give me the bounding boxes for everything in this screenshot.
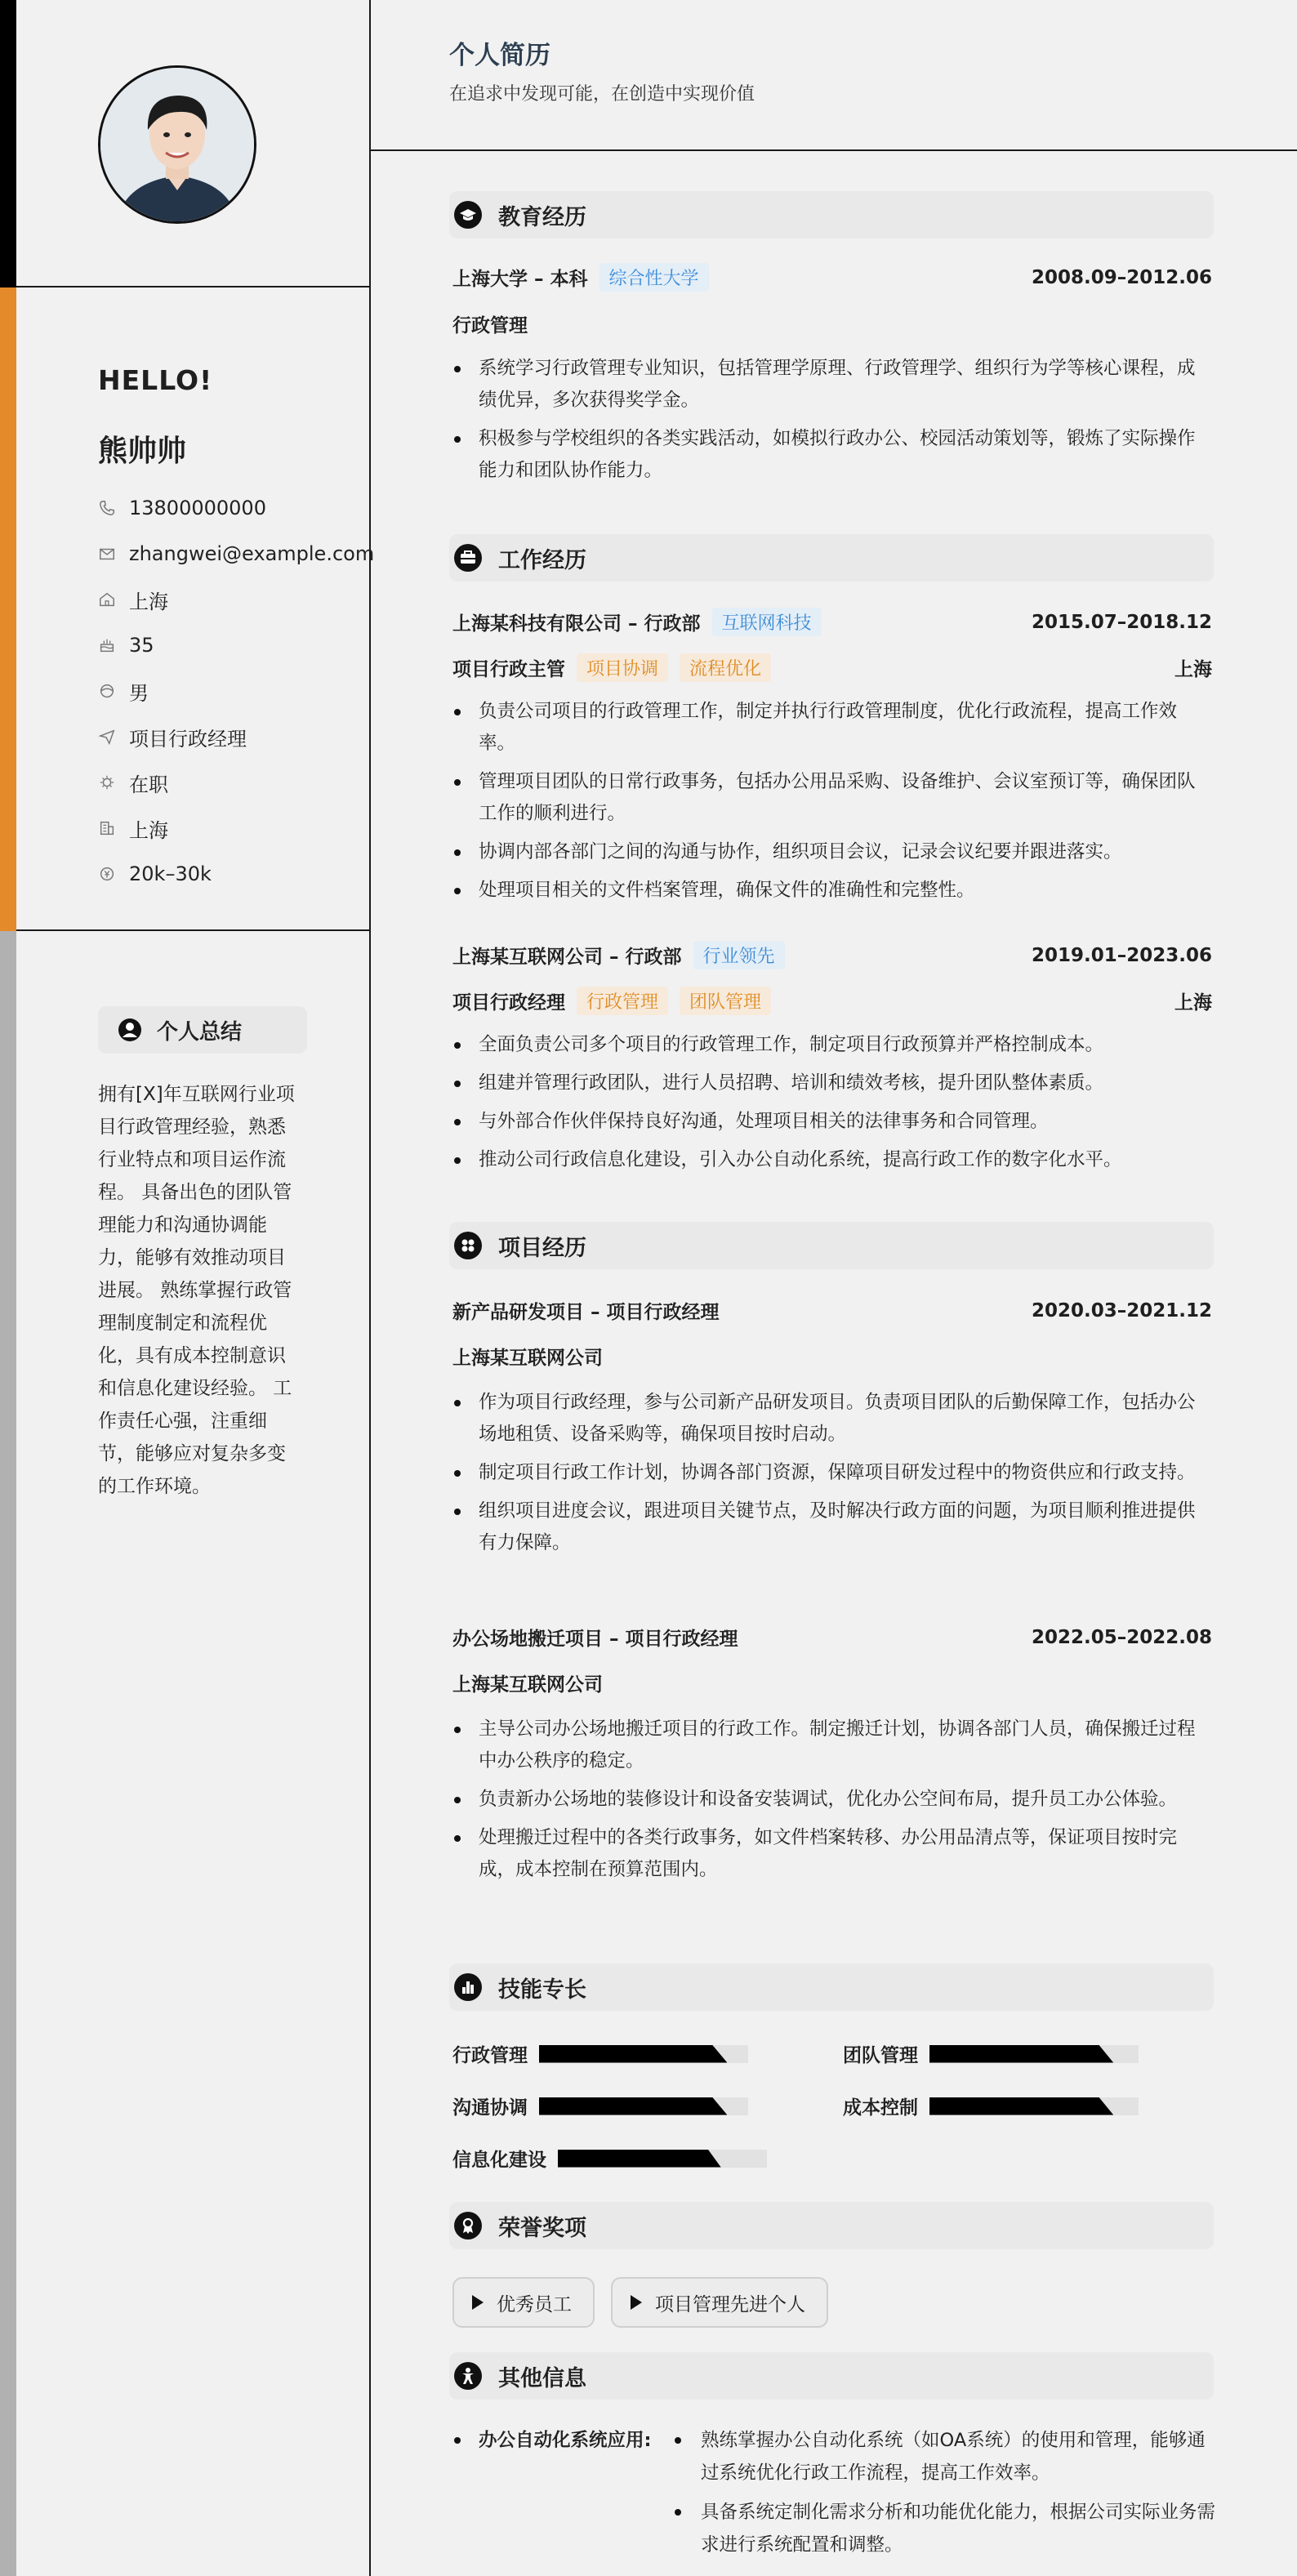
projects-label: 项目经历	[498, 1235, 586, 1261]
header-divider	[369, 149, 1297, 151]
skills-heading	[449, 1963, 1214, 2011]
skills-label: 技能专长	[498, 1977, 586, 2003]
job-1-bullets	[452, 696, 1212, 913]
main-content	[369, 0, 1297, 2576]
project-1-company: 上海某互联网公司	[452, 1348, 603, 1369]
skill-bar-fill	[558, 2150, 721, 2168]
list-item: 管理项目团队的日常行政事务，包括办公用品采购、设备维护、会议室预订等，确保团队工作的顺利进行。	[452, 766, 1212, 830]
bar-chart-icon	[454, 1973, 482, 2001]
list-item: 协调内部各部门之间的沟通与协作，组织项目会议，记录会议纪要并跟进落实。	[452, 836, 1212, 868]
skill-bar	[539, 2045, 748, 2063]
project-1-bullets	[452, 1387, 1212, 1566]
other-value: 具备系统定制化需求分析和功能优化能力，根据公司实际业务需求进行系统配置和调整。	[671, 2496, 1217, 2561]
list-item	[452, 2424, 1217, 2568]
info-salary-text: 20k–30k	[129, 862, 212, 885]
skill-name: 行政管理	[452, 2045, 528, 2066]
info-location-text: 上海	[129, 590, 168, 613]
skill-bar-fill	[929, 2097, 1113, 2115]
list-item: 处理搬迁过程中的各类行政事务，如文件档案转移、办公用品清点等，保证项目按时完成，成本控制在预算范围内。	[452, 1822, 1212, 1886]
project-2-row	[452, 1624, 1212, 1651]
honors-heading	[449, 2202, 1214, 2249]
info-work-city-text: 上海	[129, 818, 168, 842]
project-1-company-row	[452, 1343, 1212, 1370]
user-circle-icon	[118, 1018, 142, 1042]
briefcase-icon	[454, 544, 482, 572]
list-item: 全面负责公司多个项目的行政管理工作，制定项目行政预算并严格控制成本。	[452, 1029, 1212, 1061]
skill-name: 信息化建设	[452, 2150, 546, 2171]
skill-item	[452, 2145, 767, 2172]
skill-bar-fill	[539, 2097, 727, 2115]
job-2-row	[452, 941, 1212, 969]
honor-text: 项目管理先进个人	[655, 2293, 805, 2315]
skill-bar-fill	[539, 2045, 727, 2063]
skill-bar-fill	[929, 2045, 1113, 2063]
education-heading	[449, 191, 1214, 238]
info-salary	[98, 851, 374, 897]
accent-band-grey	[0, 931, 16, 2576]
list-item: 组织项目进度会议，跟进项目关键节点，及时解决行政方面的问题，为项目顺利推进提供有力保障。	[452, 1495, 1212, 1559]
job-2-role: 项目行政经理	[452, 992, 565, 1014]
send-icon	[98, 728, 116, 746]
page-subtitle: 在追求中发现可能，在创造中实现价值	[449, 84, 755, 105]
mail-icon	[98, 545, 116, 563]
gender-icon	[98, 682, 116, 700]
education-bullets	[452, 353, 1212, 493]
project-2-title: 办公场地搬迁项目 – 项目行政经理	[452, 1629, 738, 1650]
job-2-bullets	[452, 1029, 1212, 1183]
education-label: 教育经历	[498, 204, 586, 230]
info-email	[98, 531, 374, 577]
summary-text: 拥有[X]年互联网行业项目行政管理经验，熟悉行业特点和项目运作流程。 具备出色的团队管理能力和沟通协调能力，能够有效推动项目进展。 熟练掌握行政管理制度制定和流程优化，具有成本控制意识和信息化建设经验。 工作责任心强，注重细节，能够应对复杂多变的工作环境。	[98, 1084, 295, 1497]
project-1-date: 2020.03–2021.12	[1031, 1299, 1212, 1321]
other-key: 办公自动化系统应用:	[479, 2430, 652, 2451]
project-1-title: 新产品研发项目 – 项目行政经理	[452, 1302, 720, 1323]
skill-bar	[929, 2045, 1139, 2063]
skill-bar	[929, 2097, 1139, 2115]
skill-name: 团队管理	[843, 2045, 918, 2066]
status-icon	[98, 773, 116, 791]
skill-bar	[539, 2097, 748, 2115]
grid-icon	[454, 1232, 482, 1259]
project-2-company: 上海某互联网公司	[452, 1674, 603, 1696]
job-1-role-row	[452, 653, 1212, 682]
work-heading	[449, 534, 1214, 582]
info-position	[98, 714, 374, 760]
job-2-skill-tag: 行政管理	[577, 987, 668, 1015]
summary-heading	[98, 1006, 307, 1054]
job-1-tag: 互联网科技	[712, 608, 822, 636]
info-gender-text: 男	[129, 681, 149, 705]
info-work-city	[98, 805, 374, 851]
work-label: 工作经历	[498, 547, 586, 573]
skill-item	[452, 2092, 748, 2119]
info-status	[98, 760, 374, 805]
job-2-tag: 行业领先	[693, 941, 785, 969]
list-item: 负责公司项目的行政管理工作，制定并执行行政管理制度，优化行政流程，提高工作效率。	[452, 696, 1212, 760]
info-age	[98, 622, 374, 668]
info-gender	[98, 668, 374, 714]
project-2-company-row	[452, 1669, 1212, 1696]
salary-icon	[98, 865, 116, 883]
building-icon	[98, 819, 116, 837]
honors-label: 荣誉奖项	[498, 2215, 586, 2241]
award-icon	[454, 2212, 482, 2240]
skill-item	[452, 2040, 748, 2067]
skill-item	[843, 2092, 1139, 2119]
skill-name: 沟通协调	[452, 2097, 528, 2119]
honor-badge	[611, 2277, 828, 2328]
education-date: 2008.09–2012.06	[1031, 266, 1212, 288]
job-1-role: 项目行政主管	[452, 659, 565, 680]
page-title: 个人简历	[449, 41, 550, 70]
list-item: 与外部合作伙伴保持良好沟通，处理项目相关的法律事务和合同管理。	[452, 1106, 1212, 1138]
list-item: 推动公司行政信息化建设，引入办公自动化系统，提高行政工作的数字化水平。	[452, 1144, 1212, 1176]
job-2-company: 上海某互联网公司 – 行政部	[452, 947, 682, 968]
job-2-role-row	[452, 987, 1212, 1015]
sidebar	[16, 0, 375, 2576]
home-icon	[98, 591, 116, 608]
info-position-text: 项目行政经理	[129, 727, 247, 751]
job-1-city: 上海	[1174, 659, 1212, 680]
other-heading	[449, 2352, 1214, 2400]
list-item: 积极参与学校组织的各类实践活动，如模拟行政办公、校园活动策划等，锻炼了实际操作能力和团队协作能力。	[452, 423, 1212, 487]
job-1-row	[452, 608, 1212, 636]
info-phone	[98, 485, 374, 531]
list-item: 组建并管理行政团队，进行人员招聘、培训和绩效考核，提升团队整体素质。	[452, 1067, 1212, 1099]
job-1-skill-tag: 项目协调	[577, 653, 668, 682]
honor-badge	[452, 2277, 595, 2328]
skill-item	[843, 2040, 1139, 2067]
divider	[16, 286, 369, 287]
list-item: 主导公司办公场地搬迁项目的行政工作。制定搬迁计划，协调各部门人员，确保搬迁过程中办公秩序的稳定。	[452, 1714, 1212, 1777]
skill-name: 成本控制	[843, 2097, 918, 2119]
contact-info	[98, 485, 374, 897]
summary-label: 个人总结	[157, 1019, 243, 1045]
graduation-cap-icon	[454, 201, 482, 229]
info-phone-text: 13800000000	[129, 497, 266, 519]
education-tag: 综合性大学	[599, 263, 709, 292]
job-1-company: 上海某科技有限公司 – 行政部	[452, 613, 701, 635]
accent-band-orange	[0, 287, 16, 931]
education-major: 行政管理	[452, 315, 528, 336]
play-icon	[631, 2295, 642, 2310]
info-email-text: zhangwei@example.com	[129, 542, 375, 565]
education-major-row	[452, 310, 1212, 337]
education-row	[452, 263, 1212, 292]
hello-greeting: HELLO!	[98, 364, 213, 396]
other-values	[671, 2424, 1217, 2568]
list-item: 系统学习行政管理专业知识，包括管理学原理、行政管理学、组织行为学等核心课程，成绩优异，多次获得奖学金。	[452, 353, 1212, 417]
info-status-text: 在职	[129, 773, 168, 796]
list-item: 制定项目行政工作计划，协调各部门资源，保障项目研发过程中的物资供应和行政支持。	[452, 1457, 1212, 1489]
info-location	[98, 577, 374, 622]
info-age-text: 35	[129, 634, 154, 657]
job-1-skill-tag: 流程优化	[680, 653, 771, 682]
other-label: 其他信息	[498, 2365, 586, 2391]
project-2-date: 2022.05–2022.08	[1031, 1626, 1212, 1648]
avatar	[98, 65, 256, 224]
other-value: 熟练掌握办公自动化系统（如OA系统）的使用和管理，能够通过系统优化行政工作流程，提高工作效率。	[671, 2424, 1217, 2489]
other-info	[452, 2424, 1217, 2568]
person-name: 熊帅帅	[98, 435, 187, 468]
list-item: 作为项目行政经理，参与公司新产品研发项目。负责项目团队的后勤保障工作，包括办公场地租赁、设备采购等，确保项目按时启动。	[452, 1387, 1212, 1451]
project-2-bullets	[452, 1714, 1212, 1892]
job-2-skill-tag: 团队管理	[680, 987, 771, 1015]
list-item: 处理项目相关的文件档案管理，确保文件的准确性和完整性。	[452, 875, 1212, 907]
list-item: 负责新办公场地的装修设计和设备安装调试，优化办公空间布局，提升员工办公体验。	[452, 1784, 1212, 1816]
job-2-date: 2019.01–2023.06	[1031, 944, 1212, 966]
project-1-row	[452, 1297, 1212, 1324]
accent-band-black	[0, 0, 16, 287]
honor-text: 优秀员工	[497, 2293, 572, 2315]
divider	[16, 929, 369, 931]
phone-icon	[98, 499, 116, 517]
education-school: 上海大学 – 本科	[452, 269, 588, 290]
cake-icon	[98, 636, 116, 654]
projects-heading	[449, 1222, 1214, 1269]
job-2-city: 上海	[1174, 992, 1212, 1014]
job-1-date: 2015.07–2018.12	[1031, 611, 1212, 633]
play-icon	[472, 2295, 484, 2310]
info-person-icon	[454, 2362, 482, 2390]
skill-bar	[558, 2150, 767, 2168]
